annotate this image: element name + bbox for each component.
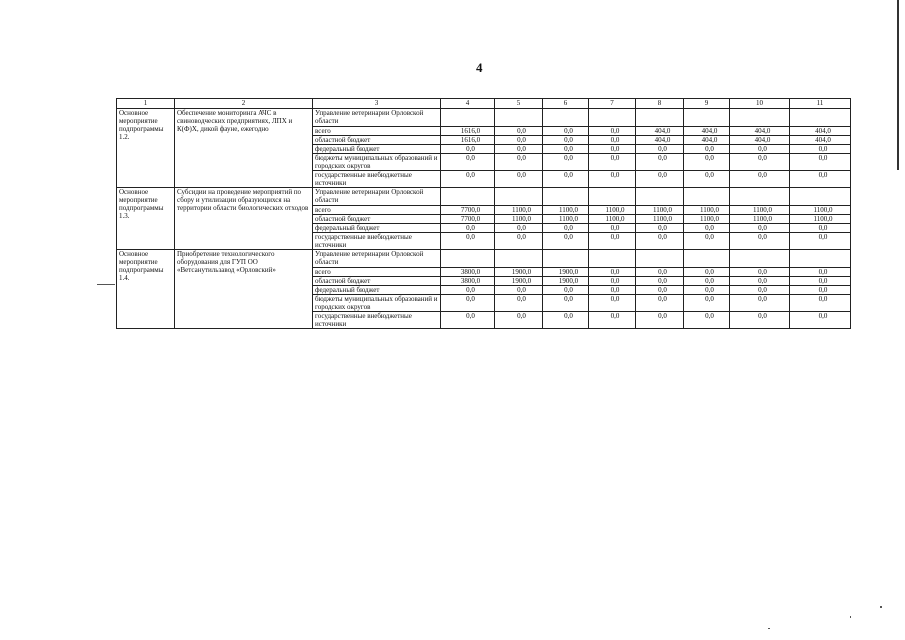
- empty-cell: [441, 188, 495, 206]
- amount-cell: 0,0: [790, 277, 851, 286]
- amount-cell: 0,0: [730, 277, 790, 286]
- amount-cell: 0,0: [589, 277, 636, 286]
- funding-source: государственные внебюджетные источники: [313, 233, 441, 250]
- amount-cell: 404,0: [636, 136, 684, 145]
- amount-cell: 0,0: [636, 171, 684, 188]
- amount-cell: 1616,0: [441, 127, 495, 136]
- amount-cell: 0,0: [790, 224, 851, 233]
- table-body: [117, 109, 851, 329]
- column-header: 11: [790, 99, 851, 109]
- empty-cell: [589, 188, 636, 206]
- amount-cell: 0,0: [543, 171, 589, 188]
- column-header: 3: [313, 99, 441, 109]
- column-header: 10: [730, 99, 790, 109]
- scan-edge: [897, 0, 899, 170]
- funding-source: областной бюджет: [313, 136, 441, 145]
- amount-cell: 0,0: [441, 171, 495, 188]
- amount-cell: 1100,0: [790, 215, 851, 224]
- amount-cell: 0,0: [684, 233, 730, 250]
- amount-cell: 0,0: [543, 233, 589, 250]
- amount-cell: 0,0: [730, 233, 790, 250]
- amount-cell: 0,0: [684, 268, 730, 277]
- amount-cell: 0,0: [684, 224, 730, 233]
- amount-cell: 404,0: [730, 136, 790, 145]
- amount-cell: 0,0: [684, 171, 730, 188]
- section-org-row: [117, 188, 851, 206]
- column-header: 8: [636, 99, 684, 109]
- amount-cell: 0,0: [684, 145, 730, 154]
- amount-cell: 0,0: [441, 295, 495, 312]
- responsible-organization: Управление ветеринарии Орловской области: [313, 188, 441, 206]
- amount-cell: 0,0: [684, 312, 730, 329]
- amount-cell: 1900,0: [543, 268, 589, 277]
- amount-cell: 0,0: [543, 295, 589, 312]
- scan-speck: [768, 628, 770, 629]
- column-header-row: [117, 99, 851, 109]
- amount-cell: 0,0: [543, 286, 589, 295]
- funding-source: федеральный бюджет: [313, 145, 441, 154]
- section-label: Основное мероприятие подпрограммы 1.4.: [117, 250, 175, 329]
- amount-cell: 0,0: [589, 154, 636, 171]
- amount-cell: 0,0: [790, 286, 851, 295]
- amount-cell: 0,0: [636, 233, 684, 250]
- empty-cell: [790, 109, 851, 127]
- empty-cell: [636, 250, 684, 268]
- amount-cell: 0,0: [730, 154, 790, 171]
- amount-cell: 0,0: [495, 224, 543, 233]
- amount-cell: 0,0: [441, 286, 495, 295]
- amount-cell: 0,0: [495, 145, 543, 154]
- amount-cell: 7700,0: [441, 215, 495, 224]
- amount-cell: 0,0: [730, 295, 790, 312]
- amount-cell: 0,0: [684, 295, 730, 312]
- empty-cell: [636, 188, 684, 206]
- amount-cell: 1100,0: [730, 206, 790, 215]
- section-label: Основное мероприятие подпрограммы 1.3.: [117, 188, 175, 250]
- amount-cell: 0,0: [495, 312, 543, 329]
- empty-cell: [589, 109, 636, 127]
- amount-cell: 0,0: [636, 312, 684, 329]
- column-header: 5: [495, 99, 543, 109]
- amount-cell: 0,0: [636, 154, 684, 171]
- amount-cell: 1100,0: [589, 206, 636, 215]
- amount-cell: 0,0: [684, 286, 730, 295]
- amount-cell: 0,0: [495, 286, 543, 295]
- amount-cell: 1616,0: [441, 136, 495, 145]
- amount-cell: 1100,0: [495, 206, 543, 215]
- amount-cell: 0,0: [441, 154, 495, 171]
- scan-speck: [880, 606, 882, 608]
- amount-cell: 0,0: [636, 295, 684, 312]
- column-header: 6: [543, 99, 589, 109]
- column-header: 7: [589, 99, 636, 109]
- empty-cell: [684, 109, 730, 127]
- empty-cell: [636, 109, 684, 127]
- page-number: 4: [476, 60, 483, 75]
- empty-cell: [589, 250, 636, 268]
- empty-cell: [790, 188, 851, 206]
- budget-table: [116, 98, 851, 329]
- amount-cell: 0,0: [495, 233, 543, 250]
- empty-cell: [495, 109, 543, 127]
- column-header: 1: [117, 99, 175, 109]
- empty-cell: [495, 250, 543, 268]
- section-description: Приобретение технологического оборудования для ГУП ОО «Ветсанутильзавод «Орловский»: [175, 250, 313, 329]
- amount-cell: 0,0: [790, 233, 851, 250]
- amount-cell: 404,0: [684, 136, 730, 145]
- amount-cell: 0,0: [730, 286, 790, 295]
- amount-cell: 0,0: [589, 136, 636, 145]
- funding-source: федеральный бюджет: [313, 224, 441, 233]
- amount-cell: 0,0: [495, 127, 543, 136]
- amount-cell: 0,0: [730, 224, 790, 233]
- amount-cell: 0,0: [790, 154, 851, 171]
- empty-cell: [543, 109, 589, 127]
- section-label: Основное мероприятие подпрограммы 1.2.: [117, 109, 175, 188]
- amount-cell: 0,0: [589, 312, 636, 329]
- amount-cell: 0,0: [589, 286, 636, 295]
- amount-cell: 0,0: [790, 312, 851, 329]
- column-header: 9: [684, 99, 730, 109]
- amount-cell: 1100,0: [684, 206, 730, 215]
- amount-cell: 0,0: [589, 145, 636, 154]
- amount-cell: 1100,0: [589, 215, 636, 224]
- amount-cell: 0,0: [441, 145, 495, 154]
- amount-cell: 0,0: [543, 145, 589, 154]
- column-header: 4: [441, 99, 495, 109]
- amount-cell: 0,0: [589, 171, 636, 188]
- amount-cell: 0,0: [730, 312, 790, 329]
- amount-cell: 1100,0: [684, 215, 730, 224]
- amount-cell: 1100,0: [636, 215, 684, 224]
- funding-source: бюджеты муниципальных образований и городских округов: [313, 295, 441, 312]
- amount-cell: 0,0: [589, 295, 636, 312]
- amount-cell: 0,0: [543, 127, 589, 136]
- empty-cell: [730, 250, 790, 268]
- amount-cell: 0,0: [441, 312, 495, 329]
- amount-cell: 1100,0: [730, 215, 790, 224]
- amount-cell: 1900,0: [543, 277, 589, 286]
- amount-cell: 0,0: [441, 233, 495, 250]
- column-header: 2: [175, 99, 313, 109]
- amount-cell: 404,0: [636, 127, 684, 136]
- empty-cell: [684, 188, 730, 206]
- funding-source: всего: [313, 127, 441, 136]
- scan-speck: [850, 616, 851, 618]
- amount-cell: 404,0: [790, 127, 851, 136]
- empty-cell: [730, 188, 790, 206]
- responsible-organization: Управление ветеринарии Орловской области: [313, 109, 441, 127]
- amount-cell: 0,0: [730, 145, 790, 154]
- amount-cell: 404,0: [790, 136, 851, 145]
- amount-cell: 0,0: [589, 127, 636, 136]
- amount-cell: 7700,0: [441, 206, 495, 215]
- empty-cell: [684, 250, 730, 268]
- margin-tick: [97, 284, 115, 285]
- amount-cell: 3800,0: [441, 268, 495, 277]
- amount-cell: 0,0: [636, 286, 684, 295]
- amount-cell: 0,0: [495, 171, 543, 188]
- amount-cell: 0,0: [543, 224, 589, 233]
- amount-cell: 1900,0: [495, 268, 543, 277]
- amount-cell: 1900,0: [495, 277, 543, 286]
- amount-cell: 404,0: [730, 127, 790, 136]
- amount-cell: 0,0: [589, 233, 636, 250]
- empty-cell: [441, 250, 495, 268]
- amount-cell: 1100,0: [543, 206, 589, 215]
- empty-cell: [730, 109, 790, 127]
- amount-cell: 0,0: [790, 171, 851, 188]
- amount-cell: 0,0: [730, 268, 790, 277]
- funding-source: государственные внебюджетные источники: [313, 312, 441, 329]
- funding-source: федеральный бюджет: [313, 286, 441, 295]
- amount-cell: 0,0: [636, 268, 684, 277]
- funding-source: государственные внебюджетные источники: [313, 171, 441, 188]
- section-description: Обеспечение мониторинга АЧС в свиноводческих предприятиях, ЛПХ и К(Ф)Х, дикой фауне, ежегодно: [175, 109, 313, 188]
- amount-cell: 1100,0: [636, 206, 684, 215]
- empty-cell: [441, 109, 495, 127]
- amount-cell: 0,0: [730, 171, 790, 188]
- amount-cell: 0,0: [543, 136, 589, 145]
- empty-cell: [790, 250, 851, 268]
- amount-cell: 0,0: [495, 295, 543, 312]
- section-description: Субсидии на проведение мероприятий по сбору и утилизации образующихся на территории области биологических отходов: [175, 188, 313, 250]
- amount-cell: 404,0: [684, 127, 730, 136]
- amount-cell: 0,0: [441, 224, 495, 233]
- empty-cell: [543, 188, 589, 206]
- amount-cell: 1100,0: [543, 215, 589, 224]
- amount-cell: 0,0: [790, 268, 851, 277]
- amount-cell: 0,0: [684, 154, 730, 171]
- section-org-row: [117, 109, 851, 127]
- funding-source: всего: [313, 206, 441, 215]
- amount-cell: 0,0: [790, 145, 851, 154]
- section-org-row: [117, 250, 851, 268]
- empty-cell: [495, 188, 543, 206]
- amount-cell: 0,0: [636, 224, 684, 233]
- funding-source: всего: [313, 268, 441, 277]
- amount-cell: 0,0: [636, 145, 684, 154]
- amount-cell: 0,0: [684, 277, 730, 286]
- amount-cell: 3800,0: [441, 277, 495, 286]
- amount-cell: 0,0: [543, 312, 589, 329]
- funding-source: областной бюджет: [313, 215, 441, 224]
- funding-source: бюджеты муниципальных образований и городских округов: [313, 154, 441, 171]
- funding-source: областной бюджет: [313, 277, 441, 286]
- empty-cell: [543, 250, 589, 268]
- amount-cell: 1100,0: [790, 206, 851, 215]
- amount-cell: 0,0: [495, 136, 543, 145]
- amount-cell: 0,0: [636, 277, 684, 286]
- amount-cell: 1100,0: [495, 215, 543, 224]
- amount-cell: 0,0: [495, 154, 543, 171]
- responsible-organization: Управление ветеринарии Орловской области: [313, 250, 441, 268]
- amount-cell: 0,0: [790, 295, 851, 312]
- amount-cell: 0,0: [589, 224, 636, 233]
- amount-cell: 0,0: [543, 154, 589, 171]
- amount-cell: 0,0: [589, 268, 636, 277]
